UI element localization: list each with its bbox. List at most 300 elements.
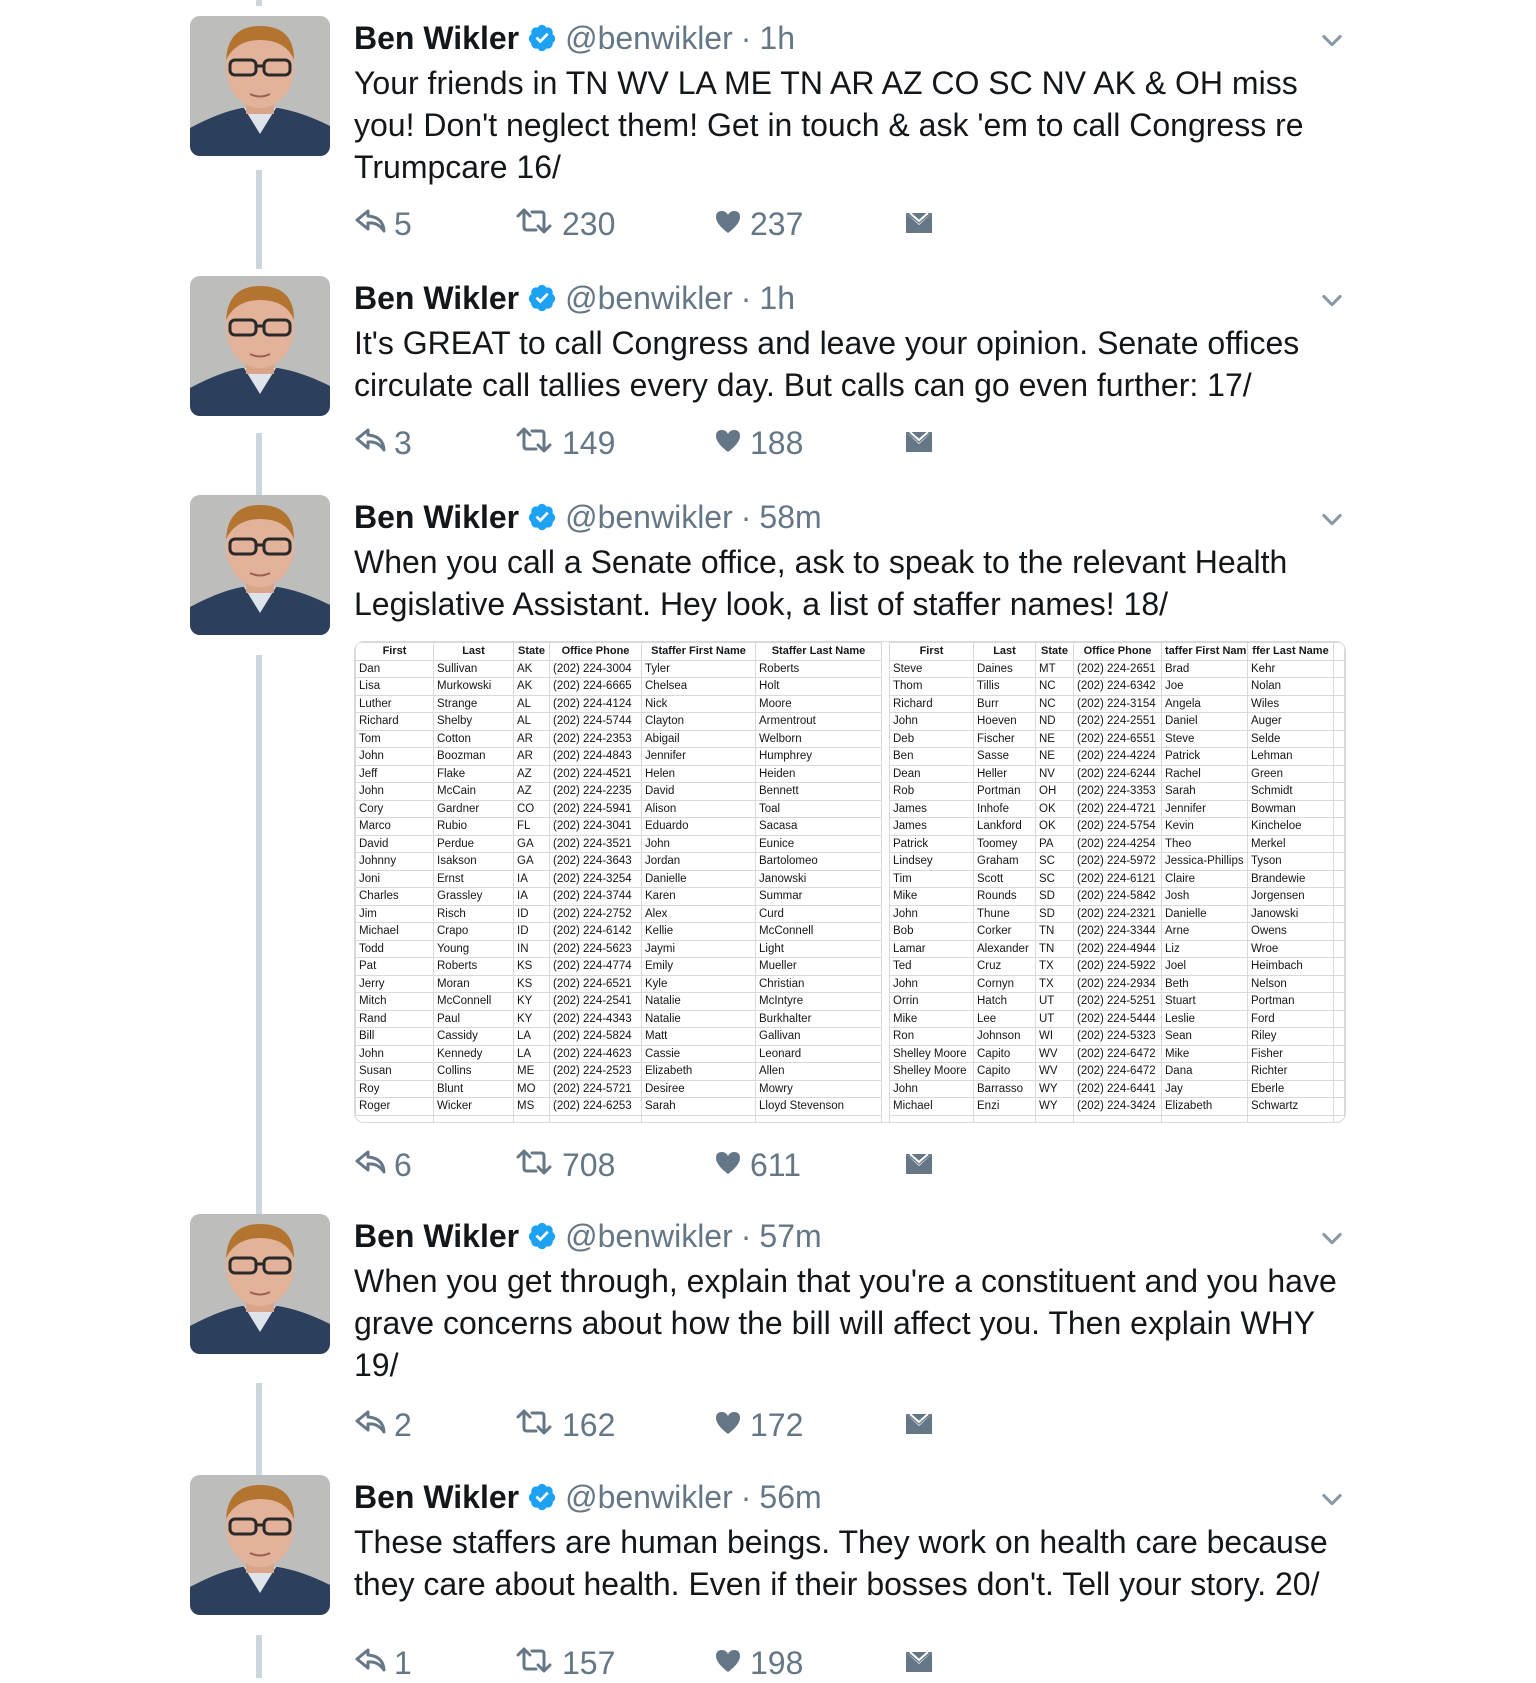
chevron-down-icon[interactable] — [1318, 1485, 1346, 1513]
column-gap — [882, 643, 890, 661]
table-cell: WV — [1036, 1045, 1074, 1063]
table-cell: Selde — [1248, 730, 1334, 748]
table-cell: Christian — [756, 975, 882, 993]
tweet-actions — [354, 1643, 974, 1683]
table-cell: Humphrey — [756, 748, 882, 766]
table-cell: John — [890, 713, 974, 731]
avatar[interactable] — [190, 276, 330, 416]
table-row — [356, 958, 1345, 976]
author-handle[interactable]: @benwikler — [565, 1217, 733, 1254]
tweet-timestamp[interactable]: 58m — [759, 498, 822, 535]
table-cell: CO — [514, 800, 550, 818]
table-cell: (202) 224-5922 — [1074, 958, 1162, 976]
reply-icon — [354, 206, 394, 243]
author-name[interactable]: Ben Wikler — [354, 498, 520, 535]
table-cell: Ernst — [434, 870, 514, 888]
table-cell: Ben — [890, 748, 974, 766]
table-cell: Bill — [356, 1028, 434, 1046]
table-cell: (202) 224-6472 — [1074, 1045, 1162, 1063]
table-cell: Flake — [434, 765, 514, 783]
table-cell: James — [890, 818, 974, 836]
tweet-timestamp[interactable]: 1h — [759, 19, 795, 56]
table-cell: Wroe — [1248, 940, 1334, 958]
avatar[interactable] — [190, 495, 330, 635]
table-cell: TN — [1036, 940, 1074, 958]
empty-cell — [1334, 1115, 1345, 1123]
retweet-button[interactable] — [514, 1643, 615, 1683]
tweet-timestamp[interactable]: 56m — [759, 1478, 822, 1515]
table-cell: Collins — [434, 1063, 514, 1081]
reply-button[interactable] — [354, 1643, 412, 1683]
sheet-header-row — [356, 643, 1345, 661]
table-cell: Bennett — [756, 783, 882, 801]
table-cell: Thune — [974, 905, 1036, 923]
table-row — [356, 748, 1345, 766]
reply-button[interactable] — [354, 1405, 412, 1445]
column-gap — [882, 730, 890, 748]
empty-cell — [1334, 1010, 1345, 1028]
table-cell: (202) 224-6472 — [1074, 1063, 1162, 1081]
table-cell: Mueller — [756, 958, 882, 976]
table-cell: Armentrout — [756, 713, 882, 731]
table-row — [356, 940, 1345, 958]
verified-badge-icon — [527, 502, 557, 532]
table-cell: Stuart — [1162, 993, 1248, 1011]
empty-cell — [1248, 1115, 1334, 1123]
table-cell: Burkhalter — [756, 1010, 882, 1028]
table-cell: Kincheloe — [1248, 818, 1334, 836]
chevron-down-icon[interactable] — [1318, 1224, 1346, 1252]
table-cell: Wiles — [1248, 695, 1334, 713]
empty-cell — [1334, 730, 1345, 748]
table-cell: Jennifer — [642, 748, 756, 766]
tweet-header — [354, 495, 1354, 539]
table-cell: Murkowski — [434, 678, 514, 696]
table-cell: Curd — [756, 905, 882, 923]
table-cell: Angela — [1162, 695, 1248, 713]
table-cell: Sacasa — [756, 818, 882, 836]
reply-icon — [354, 1407, 394, 1444]
table-cell: Roger — [356, 1098, 434, 1116]
table-cell: Natalie — [642, 1010, 756, 1028]
table-cell: (202) 224-4843 — [550, 748, 642, 766]
table-cell: (202) 224-2353 — [550, 730, 642, 748]
table-cell: Lindsey — [890, 853, 974, 871]
table-cell: Leonard — [756, 1045, 882, 1063]
table-cell: Boozman — [434, 748, 514, 766]
table-cell: (202) 224-3353 — [1074, 783, 1162, 801]
tweet-content — [354, 1475, 1354, 1605]
chevron-down-icon[interactable] — [1318, 505, 1346, 533]
table-cell: AL — [514, 695, 550, 713]
column-gap — [882, 765, 890, 783]
avatar[interactable] — [190, 1475, 330, 1615]
table-cell: (202) 224-5721 — [550, 1080, 642, 1098]
empty-cell — [1334, 835, 1345, 853]
table-cell: Gallivan — [756, 1028, 882, 1046]
staffer-table — [355, 642, 1345, 1123]
table-cell: Capito — [974, 1063, 1036, 1081]
table-cell: Fischer — [974, 730, 1036, 748]
table-cell: Joe — [1162, 678, 1248, 696]
table-cell: OK — [1036, 800, 1074, 818]
table-cell: AK — [514, 660, 550, 678]
reply-icon — [354, 1147, 394, 1184]
table-cell: OK — [1036, 818, 1074, 836]
table-cell: NV — [1036, 765, 1074, 783]
table-cell: TX — [1036, 958, 1074, 976]
staffer-spreadsheet-image[interactable] — [354, 641, 1346, 1123]
table-cell: Mowry — [756, 1080, 882, 1098]
table-cell: LA — [514, 1028, 550, 1046]
table-cell: Dana — [1162, 1063, 1248, 1081]
table-cell: (202) 224-2541 — [550, 993, 642, 1011]
column-header: Office Phone — [550, 643, 642, 661]
envelope-icon — [904, 1645, 942, 1682]
table-row — [356, 853, 1345, 871]
column-gap — [882, 713, 890, 731]
table-cell: (202) 224-4623 — [550, 1045, 642, 1063]
column-gap — [882, 835, 890, 853]
tweet-text: It's GREAT to call Congress and leave your opinion. Senate offices circulate call tallies every day. But calls can go even further: 17/ — [354, 325, 1300, 403]
table-cell: (202) 224-2551 — [1074, 713, 1162, 731]
reply-button[interactable] — [354, 423, 412, 463]
tweet-header — [354, 276, 1354, 320]
table-cell: Burr — [974, 695, 1036, 713]
table-cell: NC — [1036, 678, 1074, 696]
table-cell: (202) 224-2934 — [1074, 975, 1162, 993]
chevron-down-icon[interactable] — [1318, 286, 1346, 314]
empty-cell — [1162, 1115, 1248, 1123]
column-gap — [882, 818, 890, 836]
table-cell: Sasse — [974, 748, 1036, 766]
table-cell: (202) 224-3521 — [550, 835, 642, 853]
retweet-button[interactable] — [514, 423, 615, 463]
table-cell: Todd — [356, 940, 434, 958]
table-cell: Blunt — [434, 1080, 514, 1098]
table-cell: Wicker — [434, 1098, 514, 1116]
avatar[interactable] — [190, 1214, 330, 1354]
table-cell: Natalie — [642, 993, 756, 1011]
empty-cell — [1334, 1028, 1345, 1046]
tweet-timestamp[interactable]: 57m — [759, 1217, 822, 1254]
reply-button[interactable] — [354, 1145, 412, 1185]
table-cell: Jerry — [356, 975, 434, 993]
column-gap — [882, 1080, 890, 1098]
table-row — [356, 818, 1345, 836]
empty-column — [1334, 643, 1345, 661]
avatar[interactable] — [190, 16, 330, 156]
thread-line — [256, 1383, 262, 1480]
tweet-content — [354, 16, 1354, 188]
reply-count: 3 — [394, 424, 412, 461]
table-cell: SD — [1036, 905, 1074, 923]
table-cell: Orrin — [890, 993, 974, 1011]
column-gap — [882, 748, 890, 766]
table-cell: TN — [1036, 923, 1074, 941]
table-row — [356, 695, 1345, 713]
table-cell: Toal — [756, 800, 882, 818]
author-handle[interactable]: @benwikler — [565, 498, 733, 535]
envelope-icon — [904, 1407, 942, 1444]
reply-icon — [354, 1645, 394, 1682]
direct-message-button[interactable] — [904, 1405, 942, 1445]
table-cell: Cruz — [974, 958, 1036, 976]
table-cell: Chelsea — [642, 678, 756, 696]
like-button[interactable] — [714, 1643, 803, 1683]
retweet-icon — [514, 1147, 562, 1184]
verified-badge-icon — [527, 1221, 557, 1251]
author-name[interactable]: Ben Wikler — [354, 279, 520, 316]
table-cell: McConnell — [756, 923, 882, 941]
table-cell: MS — [514, 1098, 550, 1116]
table-cell: Graham — [974, 853, 1036, 871]
table-cell: Lamar — [890, 940, 974, 958]
author-name[interactable]: Ben Wikler — [354, 1217, 520, 1254]
table-cell: (202) 224-4721 — [1074, 800, 1162, 818]
table-cell: (202) 224-4774 — [550, 958, 642, 976]
table-cell: Summar — [756, 888, 882, 906]
column-header: taffer First Nam — [1162, 643, 1248, 661]
retweet-count: 708 — [562, 1146, 616, 1183]
column-gap — [882, 660, 890, 678]
table-cell: Fisher — [1248, 1045, 1334, 1063]
empty-cell — [1334, 1080, 1345, 1098]
empty-cell — [356, 1115, 434, 1123]
table-cell: John — [356, 783, 434, 801]
table-cell: Shelley Moore — [890, 1045, 974, 1063]
table-cell: Emily — [642, 958, 756, 976]
table-row — [356, 888, 1345, 906]
table-cell: AR — [514, 748, 550, 766]
table-cell: Brandewie — [1248, 870, 1334, 888]
table-cell: IA — [514, 888, 550, 906]
table-cell: Daines — [974, 660, 1036, 678]
table-cell: WY — [1036, 1080, 1074, 1098]
like-count: 188 — [750, 424, 804, 461]
table-cell: (202) 224-4944 — [1074, 940, 1162, 958]
table-cell: Jennifer — [1162, 800, 1248, 818]
thread-line — [256, 655, 262, 1219]
direct-message-button[interactable] — [904, 1643, 942, 1683]
table-cell: TX — [1036, 975, 1074, 993]
table-cell: (202) 224-4521 — [550, 765, 642, 783]
table-cell: (202) 224-3154 — [1074, 695, 1162, 713]
column-gap — [882, 1063, 890, 1081]
table-cell: MT — [1036, 660, 1074, 678]
empty-cell — [1334, 783, 1345, 801]
table-cell: (202) 224-5744 — [550, 713, 642, 731]
table-cell: Elizabeth — [1162, 1098, 1248, 1116]
reply-button[interactable] — [354, 204, 412, 244]
column-gap — [882, 993, 890, 1011]
table-cell: Jim — [356, 905, 434, 923]
column-header: Staffer First Name — [642, 643, 756, 661]
table-cell: McConnell — [434, 993, 514, 1011]
table-cell: Tom — [356, 730, 434, 748]
retweet-button[interactable] — [514, 1145, 615, 1185]
table-cell: Perdue — [434, 835, 514, 853]
table-cell: Steve — [890, 660, 974, 678]
table-cell: John — [356, 1045, 434, 1063]
table-cell: Allen — [756, 1063, 882, 1081]
table-cell: Johnson — [974, 1028, 1036, 1046]
table-cell: (202) 224-5754 — [1074, 818, 1162, 836]
table-cell: Tyson — [1248, 853, 1334, 871]
retweet-button[interactable] — [514, 1405, 615, 1445]
table-cell: Rand — [356, 1010, 434, 1028]
table-row — [356, 765, 1345, 783]
column-gap — [882, 905, 890, 923]
table-cell: Kehr — [1248, 660, 1334, 678]
table-cell: Clayton — [642, 713, 756, 731]
empty-cell — [890, 1115, 974, 1123]
empty-cell — [974, 1115, 1036, 1123]
tweet-content — [354, 1214, 1354, 1386]
verified-badge-icon — [527, 23, 557, 53]
table-cell: Susan — [356, 1063, 434, 1081]
table-cell: Matt — [642, 1028, 756, 1046]
author-handle[interactable]: @benwikler — [565, 279, 733, 316]
table-cell: (202) 224-4343 — [550, 1010, 642, 1028]
table-row — [356, 1098, 1345, 1116]
author-name[interactable]: Ben Wikler — [354, 1478, 520, 1515]
empty-cell — [1334, 695, 1345, 713]
table-cell: Bob — [890, 923, 974, 941]
table-cell: PA — [1036, 835, 1074, 853]
table-cell: James — [890, 800, 974, 818]
table-cell: Tim — [890, 870, 974, 888]
table-cell: (202) 224-6142 — [550, 923, 642, 941]
table-cell: Daniel — [1162, 713, 1248, 731]
table-cell: SC — [1036, 870, 1074, 888]
direct-message-button[interactable] — [904, 1145, 942, 1185]
table-row — [356, 1045, 1345, 1063]
table-cell: (202) 224-4224 — [1074, 748, 1162, 766]
chevron-down-icon[interactable] — [1318, 26, 1346, 54]
table-cell: Jessica-Phillips — [1162, 853, 1248, 871]
table-cell: Young — [434, 940, 514, 958]
like-button[interactable] — [714, 423, 803, 463]
separator-dot: · — [740, 1478, 752, 1515]
heart-icon — [714, 206, 750, 243]
table-cell: Grassley — [434, 888, 514, 906]
verified-badge-icon — [527, 1482, 557, 1512]
table-cell: (202) 224-3041 — [550, 818, 642, 836]
empty-cell — [1334, 1098, 1345, 1116]
table-cell: (202) 224-4124 — [550, 695, 642, 713]
table-cell: Danielle — [642, 870, 756, 888]
table-cell: Kevin — [1162, 818, 1248, 836]
retweet-button[interactable] — [514, 204, 615, 244]
table-cell: Abigail — [642, 730, 756, 748]
column-gap — [882, 1028, 890, 1046]
table-cell: Beth — [1162, 975, 1248, 993]
author-handle[interactable]: @benwikler — [565, 1478, 733, 1515]
column-gap — [882, 958, 890, 976]
table-cell: Lee — [974, 1010, 1036, 1028]
retweet-count: 162 — [562, 1406, 616, 1443]
empty-cell — [434, 1115, 514, 1123]
table-cell: Jordan — [642, 853, 756, 871]
table-cell: John — [890, 905, 974, 923]
empty-cell — [1334, 853, 1345, 871]
table-cell: FL — [514, 818, 550, 836]
table-cell: Sullivan — [434, 660, 514, 678]
thread-line — [256, 1635, 262, 1678]
table-cell: Desiree — [642, 1080, 756, 1098]
like-button[interactable] — [714, 1145, 801, 1185]
table-cell: Sarah — [642, 1098, 756, 1116]
table-cell: Alexander — [974, 940, 1036, 958]
direct-message-button[interactable] — [904, 423, 942, 463]
table-cell: (202) 224-6342 — [1074, 678, 1162, 696]
table-cell: Brad — [1162, 660, 1248, 678]
table-cell: Janowski — [1248, 905, 1334, 923]
table-cell: Mike — [1162, 1045, 1248, 1063]
table-cell: OH — [1036, 783, 1074, 801]
table-cell: (202) 224-2752 — [550, 905, 642, 923]
table-cell: Heller — [974, 765, 1036, 783]
column-gap — [882, 975, 890, 993]
table-cell: ND — [1036, 713, 1074, 731]
table-cell: Nelson — [1248, 975, 1334, 993]
table-cell: Arne — [1162, 923, 1248, 941]
column-header: Staffer Last Name — [756, 643, 882, 661]
empty-cell — [1334, 923, 1345, 941]
separator-dot: · — [740, 279, 752, 316]
like-button[interactable] — [714, 1405, 803, 1445]
tweet-timestamp[interactable]: 1h — [759, 279, 795, 316]
envelope-icon — [904, 1147, 942, 1184]
envelope-icon — [904, 425, 942, 462]
author-handle[interactable]: @benwikler — [565, 19, 733, 56]
column-gap — [882, 678, 890, 696]
table-cell: Heimbach — [1248, 958, 1334, 976]
table-cell: NC — [1036, 695, 1074, 713]
table-cell: John — [642, 835, 756, 853]
table-cell: (202) 224-5824 — [550, 1028, 642, 1046]
table-cell: (202) 224-2321 — [1074, 905, 1162, 923]
table-cell: Cassie — [642, 1045, 756, 1063]
table-cell: UT — [1036, 993, 1074, 1011]
table-cell: Hoeven — [974, 713, 1036, 731]
table-cell: Kennedy — [434, 1045, 514, 1063]
heart-icon — [714, 1645, 750, 1682]
tweet-actions — [354, 1145, 974, 1185]
table-row — [356, 800, 1345, 818]
table-cell: Cory — [356, 800, 434, 818]
table-row — [356, 1063, 1345, 1081]
tweet-actions — [354, 1405, 974, 1445]
table-row — [356, 730, 1345, 748]
table-cell: (202) 224-6551 — [1074, 730, 1162, 748]
column-header: First — [890, 643, 974, 661]
table-cell: Auger — [1248, 713, 1334, 731]
table-cell: Shelby — [434, 713, 514, 731]
table-cell: Roberts — [434, 958, 514, 976]
table-cell: Ron — [890, 1028, 974, 1046]
table-cell: Alex — [642, 905, 756, 923]
direct-message-button[interactable] — [904, 204, 942, 244]
like-button[interactable] — [714, 204, 803, 244]
tweet-content — [354, 495, 1354, 625]
empty-cell — [1334, 1045, 1345, 1063]
table-cell: (202) 224-5623 — [550, 940, 642, 958]
author-name[interactable]: Ben Wikler — [354, 19, 520, 56]
table-cell: (202) 224-6521 — [550, 975, 642, 993]
table-cell: (202) 224-5972 — [1074, 853, 1162, 871]
